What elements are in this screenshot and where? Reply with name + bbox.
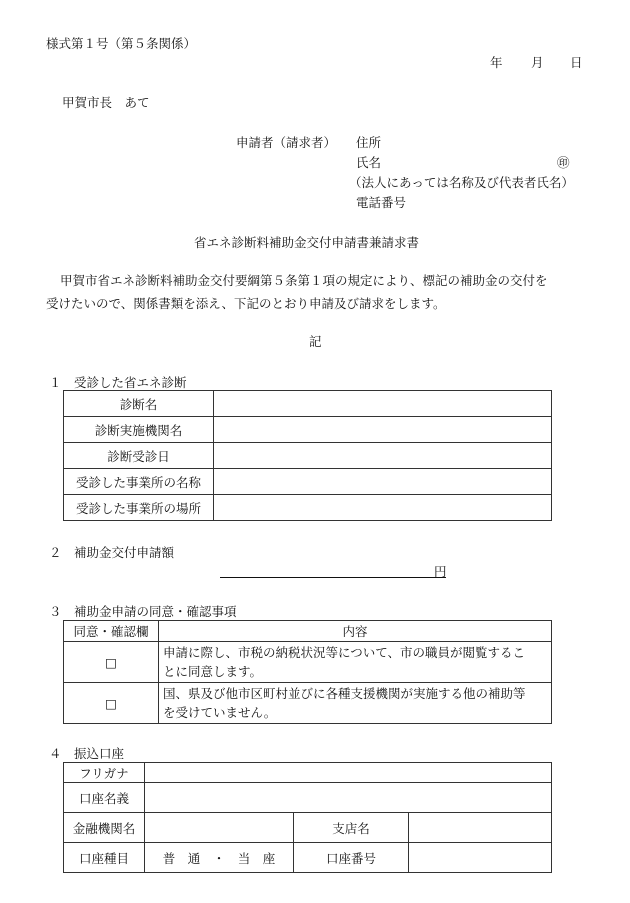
table-row (64, 642, 552, 683)
date-day: 日 (570, 55, 583, 70)
applicant-label: 申請者（請求者） (236, 135, 337, 150)
consent-content-1 (159, 642, 552, 683)
account-type-label: 口座種目 (64, 843, 145, 873)
body-line-2: 受けたいので、関係書類を添え、下記のとおり申請及び請求をします。 (46, 296, 446, 311)
table-row (64, 391, 552, 417)
consent-line: を受けていません。 (163, 705, 277, 720)
branch-field[interactable] (409, 813, 552, 843)
applicant-name-label: 氏名 (356, 155, 382, 170)
bank-name-field[interactable] (145, 813, 294, 843)
branch-label: 支店名 (294, 813, 409, 843)
account-type-options[interactable]: 普 通 ・ 当 座 (145, 843, 294, 873)
seal-mark: ㊞ (557, 155, 570, 170)
section3-heading: ３ 補助金申請の同意・確認事項 (49, 604, 237, 619)
ki-mark: 記 (309, 334, 322, 349)
document-title: 省エネ診断料補助金交付申請書兼請求書 (194, 235, 420, 250)
section1-heading: １ 受診した省エネ診断 (49, 375, 187, 390)
row-label: 診断名 (64, 391, 214, 417)
furigana-field[interactable] (145, 763, 552, 783)
table-row (64, 783, 552, 813)
addressee: 甲賀市長 あて (62, 95, 150, 110)
section2-heading: ２ 補助金交付申請額 (49, 545, 175, 560)
row-label: 診断受診日 (64, 443, 214, 469)
body-line-1: 甲賀市省エネ診断料補助金交付要綱第５条第１項の規定により、標記の補助金の交付を (60, 273, 548, 288)
table-row (64, 813, 552, 843)
date-year: 年 (490, 55, 503, 70)
applicant-phone-label: 電話番号 (356, 195, 407, 210)
consent-line: 申請に際し、市税の納税状況等について、市の職員が閲覧するこ (163, 645, 526, 660)
diagnosis-name-field[interactable] (214, 391, 552, 417)
row-label: 受診した事業所の場所 (64, 495, 214, 521)
table-row (64, 469, 552, 495)
form-number: 様式第１号（第５条関係） (46, 36, 197, 51)
body-text (46, 269, 586, 315)
date-month: 月 (531, 55, 544, 70)
section4-heading: ４ 振込口座 (49, 746, 125, 761)
consent-checkbox-1[interactable]: □ (64, 642, 159, 683)
row-label: 診断実施機関名 (64, 417, 214, 443)
diagnosis-table (63, 390, 552, 521)
table-row (64, 763, 552, 783)
office-location-field[interactable] (214, 495, 552, 521)
content-col-header: 内容 (159, 621, 552, 642)
furigana-label: フリガナ (64, 763, 145, 783)
table-row (64, 443, 552, 469)
consent-checkbox-2[interactable]: □ (64, 683, 159, 724)
consent-col-header: 同意・確認欄 (64, 621, 159, 642)
table-row (64, 621, 552, 642)
applicant-address-label: 住所 (356, 135, 382, 150)
account-number-label: 口座番号 (294, 843, 409, 873)
table-row (64, 417, 552, 443)
consent-line: とに同意します。 (163, 664, 263, 679)
amount-field[interactable] (220, 562, 446, 578)
applicant-note: （法人にあっては名称及び代表者氏名） (349, 175, 574, 190)
bank-account-table (63, 762, 552, 873)
consent-line: 国、県及び他市区町村並びに各種支援機関が実施する他の補助等 (163, 686, 526, 701)
row-label: 受診した事業所の名称 (64, 469, 214, 495)
bank-name-label: 金融機関名 (64, 813, 145, 843)
table-row (64, 843, 552, 873)
office-name-field[interactable] (214, 469, 552, 495)
yen-unit: 円 (434, 564, 447, 579)
consent-table (63, 620, 552, 724)
table-row (64, 495, 552, 521)
account-name-label: 口座名義 (64, 783, 145, 813)
table-row (64, 683, 552, 724)
diagnosis-date-field[interactable] (214, 443, 552, 469)
diagnosis-institution-field[interactable] (214, 417, 552, 443)
account-name-field[interactable] (145, 783, 552, 813)
consent-content-2 (159, 683, 552, 724)
account-number-field[interactable] (409, 843, 552, 873)
